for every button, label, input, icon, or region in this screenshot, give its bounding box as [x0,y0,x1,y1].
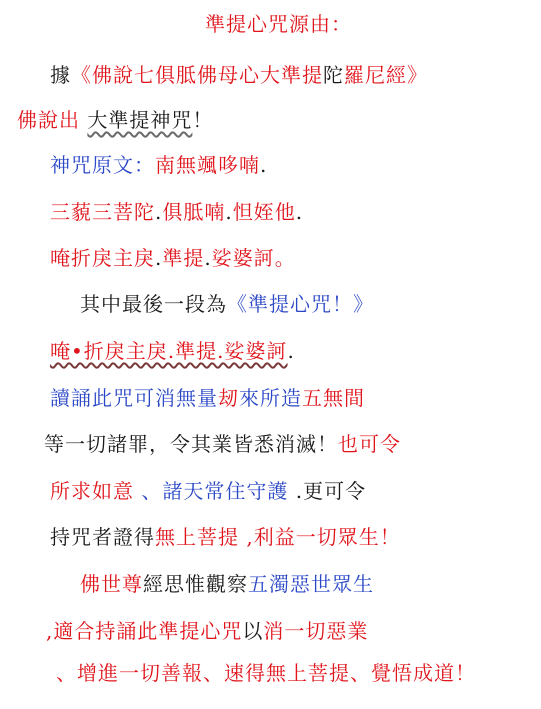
text-run: . [287,339,295,363]
text-run: 刼 [218,386,239,410]
body-line-2 [44,430,401,458]
text-run: 大準提神咒 [87,108,193,132]
mantra-line-3 [50,244,296,272]
text-run: . [155,200,163,224]
body-line-4 [50,523,401,551]
mantra-line-2 [50,198,303,226]
text-run: 、諸天常住守護 [141,479,289,503]
text-run: 讀誦此咒可消無量 [50,386,218,410]
body-line-7 [56,659,476,687]
text-run: .更可令 [288,479,367,503]
text-run: 也可令 [338,432,401,456]
text-run: 持咒者證得 [50,525,155,549]
text-run: 所求如意 [50,479,142,503]
mantra-original-line [50,151,267,179]
text-run: . [225,200,233,224]
heart-mantra-line [50,337,295,365]
text-run: . [295,200,304,224]
body-line-1 [50,384,365,412]
body-line-5 [80,570,374,598]
text-run: 五無間 [302,386,365,410]
text-run: . [204,246,212,270]
text-run: 、增進一切善報、速得無上菩提、覺悟成道！ [56,661,476,685]
text-run: ,利益一切眾生！ [239,525,401,549]
text-run: 陀 [323,63,344,87]
text-run: 三藐三菩陀 [50,200,155,224]
text-run: . [260,153,268,177]
text-run: 來所造 [239,386,302,410]
text-run: 準提心咒源由： [205,12,352,36]
source-line [50,61,428,89]
text-run: 無上菩提 [155,525,239,549]
text-run: 神咒原文： [50,153,155,177]
text-run: ,適合持誦此準提心咒 [46,619,243,643]
text-run: . [155,246,163,270]
text-run: 俱胝喃 [162,200,226,224]
spoken-line [17,106,213,134]
body-line-6 [46,617,368,645]
text-run: 佛說出 [17,108,80,132]
text-run: 《準提心咒！》 [227,292,374,316]
text-run: 《佛說七俱胝佛母心大準提 [71,63,323,87]
text-run: 佛世尊 [80,572,143,596]
body-line-3 [50,477,366,505]
text-run: 娑婆訶。 [211,246,296,270]
text-run: 南無颯哆喃 [155,153,260,177]
text-run: 唵折戾主戾 [50,246,155,270]
text-run: ！ [192,108,214,132]
text-run: 五濁惡世眾生 [248,572,374,596]
text-run: 怛姪他 [232,200,296,224]
text-run: 據 [50,63,71,87]
text-run: 經思惟觀察 [143,572,248,596]
text-run: 等一切諸罪，令其業皆悉消滅！ [44,432,338,456]
text-run: 唵•折戾主戾.準提.娑婆訶 [50,339,288,363]
heart-mantra-heading-line [80,290,374,318]
text-run: 其中最後一段為 [80,292,227,316]
text-run: 消一切惡業 [263,619,369,643]
title-line [205,10,352,38]
text-run: 以 [242,619,264,643]
text-run: 羅尼經》 [344,63,428,87]
text-run: 準提 [162,246,205,270]
